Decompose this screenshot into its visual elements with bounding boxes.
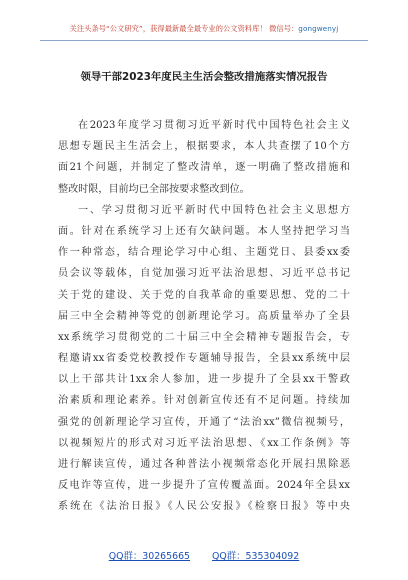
banner-text: 关注头条号“公文研究”，获得最新最全最专业的公文资料库！ 微信号： bbox=[69, 24, 299, 33]
footer-qq-group-2[interactable]: QQ群：535304092 bbox=[212, 551, 300, 562]
body-line: 关于党的建设、关于党的自我革命的重要思想、党的二十 bbox=[58, 289, 350, 301]
body-line: 整改时限，目前均已全部按要求整改到位。 bbox=[58, 183, 250, 195]
body-line: 面。针对在系统学习上还有欠缺问题。本人坚持把学习当 bbox=[58, 225, 350, 237]
body-line: xx系统学习贯彻党的二十届三中全会精神专题报告会，专 bbox=[58, 331, 350, 343]
header-banner bbox=[0, 24, 408, 34]
document-body bbox=[58, 115, 350, 518]
footer-qq-group-1[interactable]: QQ群：30265665 bbox=[108, 551, 191, 562]
body-line: 反电诈等宣传，进一步提升了宣传覆盖面。2024年全县xx bbox=[58, 480, 350, 492]
footer-contacts bbox=[0, 548, 408, 562]
body-line: 系统在《法治日报》《人民公安报》《检察日报》等中央 bbox=[58, 501, 350, 513]
body-line: 一、学习贯彻习近平新时代中国特色社会主义思想方 bbox=[78, 204, 350, 216]
body-line: 程邀请xx省委党校教授作专题辅导报告，全县xx系统中层 bbox=[58, 353, 350, 365]
body-line: 在2023年度学习贯彻习近平新时代中国特色社会主义 bbox=[78, 120, 350, 131]
body-line: 员会议等载体，自觉加强习近平法治思想、习近平总书记 bbox=[58, 268, 350, 280]
body-line: 面21个问题，并制定了整改清单，逐一明确了整改措施和 bbox=[58, 162, 350, 174]
body-line: 作一种常态，结合理论学习中心组、主题党日、县委xx委 bbox=[58, 247, 350, 259]
document-title: 领导干部2023年度民主生活会整改措施落实情况报告 bbox=[80, 71, 328, 83]
banner-wechat-id: gongwenyj bbox=[298, 24, 339, 33]
body-line: 进行解读宣传，通过各种普法小视频常态化开展扫黑除恶 bbox=[58, 459, 350, 470]
body-line: 治素质和理论素养。针对创新宣传还有不足问题。持续加 bbox=[58, 395, 350, 407]
body-line: 届三中全会精神等党的创新理论学习。高质量举办了全县 bbox=[58, 310, 350, 322]
body-line: 思想专题民主生活会上，根据要求，本人共查摆了10个方 bbox=[58, 141, 350, 153]
body-line: 以上干部共计1xx余人参加，进一步提升了全县xx干警政 bbox=[58, 374, 350, 386]
body-line: 强党的创新理论学习宣传，开通了“法治xx”微信视频号， bbox=[58, 416, 350, 428]
body-line: 以视频短片的形式对习近平法治思想、《xx工作条例》等 bbox=[58, 437, 350, 449]
banner-divider bbox=[40, 40, 368, 41]
